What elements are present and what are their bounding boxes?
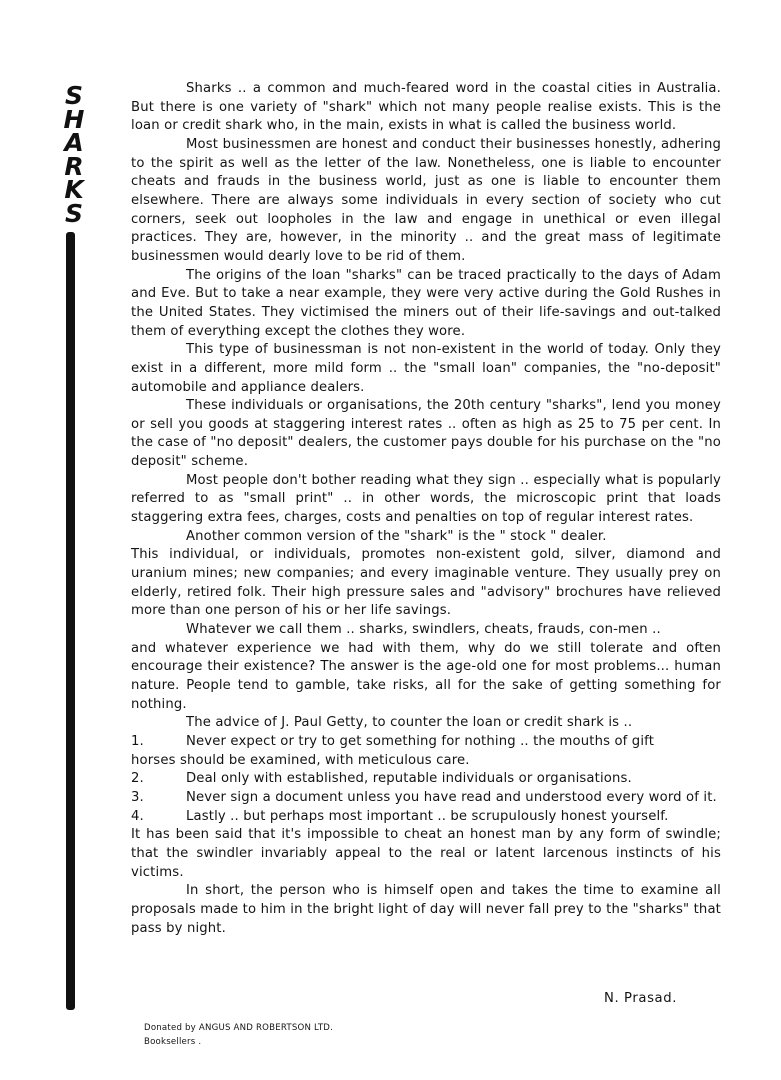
- donor-credit: [144, 1022, 333, 1049]
- advice-text: Deal only with established, reputable individuals or organisations.: [186, 771, 632, 787]
- advice-item: [131, 770, 721, 789]
- advice-item: [131, 733, 721, 752]
- paragraph-lead-line: Whatever we call them .. sharks, swindlers, cheats, frauds, con-men ..: [186, 622, 661, 638]
- paragraph: The origins of the loan "sharks" can be traced practically to the days of Adam and Eve. But to take a near example, they were very active during the Gold Rushes in the United States. They victimised the miners out of their life-savings and out-talked them of everything except the clothes they wore.: [131, 267, 721, 339]
- advice-text: Never expect or try to get something for nothing .. the mouths of gift: [186, 733, 655, 749]
- advice-text: Never sign a document unless you have read and understood every word of it.: [186, 789, 717, 805]
- advice-text: Lastly .. but perhaps most important .. be scrupulously honest yourself.: [186, 808, 669, 824]
- side-title-letter: K: [64, 175, 84, 204]
- paragraph: Most businessmen are honest and conduct their businesses honestly, adhering to the spirit as well as the letter of the law. Nonetheless, one is liable to encounter cheats and frauds in the business world, just as one is liable to encounter them elsewhere. There are always some individuals in every section of society who cut corners, seek out loopholes in the law and engage in unethical or even illegal practices. They are, however, in the minority .. and the great mass of legitimate businessmen would dearly love to be rid of them.: [131, 136, 721, 264]
- side-title-letter: S: [64, 198, 83, 228]
- donor-credit-line: Donated by ANGUS AND ROBERTSON LTD.: [144, 1023, 334, 1033]
- side-title-letter: R: [64, 151, 84, 181]
- advice-continuation: horses should be examined, with meticulous care.: [131, 752, 470, 768]
- advice-continuation: It has been said that it's impossible to cheat an honest man by any form of swindle; that the swindler invariably appeal to the real or latent larcenous instincts of his victims.: [131, 827, 721, 880]
- side-title-sharks: [62, 81, 86, 228]
- paragraph: Most people don't bother reading what they sign .. especially what is popularly referred to as "small print" .. in other words, the microscopic print that loads staggering extra fees, charges, costs and penalties on top of regular interest rates.: [131, 472, 721, 526]
- donor-credit-line: Booksellers .: [144, 1036, 202, 1047]
- side-bar-decoration: [66, 232, 75, 1010]
- advice-number: 1.: [131, 733, 144, 749]
- closing-paragraph: In short, the person who is himself open and takes the time to examine all proposals made to him in the bright light of day will never fall prey to the "sharks" that pass by night.: [131, 883, 721, 936]
- advice-number: 4.: [131, 808, 144, 824]
- paragraph-lead-line: Another common version of the "shark" is the " stock " dealer.: [186, 528, 607, 544]
- author-signature: N. Prasad.: [604, 991, 677, 1006]
- side-title-letter: S: [64, 81, 83, 110]
- paragraph: Sharks .. a common and much-feared word in the coastal cities in Australia. But there is one variety of "shark" which not many people realise exists. This is the loan or credit shark who, in the main, exists in what is called the business world.: [131, 81, 721, 134]
- advice-number: 2.: [131, 771, 144, 787]
- paragraph: This type of businessman is not non-existent in the world of today. Only they exist in a different, more mild form .. the "small loan" companies, the "no-deposit" automobile and appliance dealers.: [131, 342, 721, 395]
- side-title-letter: A: [64, 128, 84, 157]
- paragraph: This individual, or individuals, promotes non-existent gold, silver, diamond and uranium mines; new companies; and every imaginable venture. They usually prey on elderly, retired folk. Their high pressure sales and "advisory" brochures have relieved more than one person of his or her life savings.: [131, 547, 721, 619]
- paragraph: and whatever experience we had with them, why do we still tolerate and often encourage their existence? The answer is the age-old one for most problems... human nature. People tend to gamble, take risks, all for the sake of getting something for nothing.: [131, 640, 721, 712]
- advice-number: 3.: [131, 789, 144, 805]
- paragraph-lead-line: The advice of J. Paul Getty, to counter the loan or credit shark is ..: [186, 715, 633, 731]
- advice-item: [131, 808, 721, 827]
- paragraph: These individuals or organisations, the 20th century "sharks", lend you money or sell you goods at staggering interest rates .. often as high as 25 to 75 per cent. In the case of "no deposit" dealers, the customer pays double for his purchase on the "no deposit" scheme.: [131, 398, 721, 470]
- advice-item: [131, 789, 721, 808]
- article-body: [131, 80, 721, 938]
- side-title-letter: H: [63, 104, 85, 134]
